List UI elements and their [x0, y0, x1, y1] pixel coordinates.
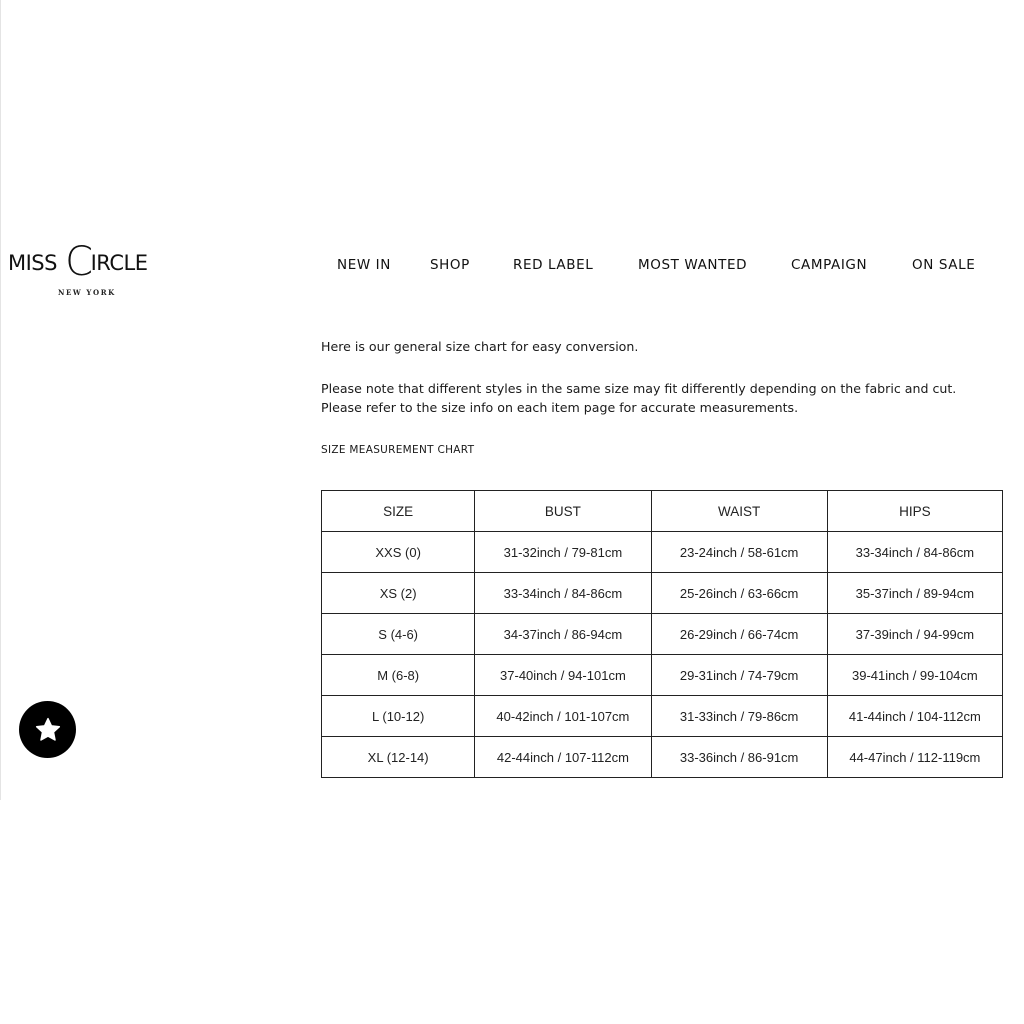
star-icon — [34, 716, 62, 744]
cell-size: S (4-6) — [322, 614, 475, 655]
nav-item-red-label[interactable]: RED LABEL — [513, 257, 594, 273]
cell-bust: 31-32inch / 79-81cm — [475, 532, 651, 573]
logo-part-miss: MISS — [8, 251, 64, 275]
cell-bust: 37-40inch / 94-101cm — [475, 655, 651, 696]
cell-size: XL (12-14) — [322, 737, 475, 778]
cell-hips: 39-41inch / 99-104cm — [827, 655, 1002, 696]
cell-waist: 26-29inch / 66-74cm — [651, 614, 827, 655]
nav-item-campaign[interactable]: CAMPAIGN — [791, 257, 868, 273]
logo-tagline: NEW YORK — [58, 288, 116, 297]
cell-hips: 44-47inch / 112-119cm — [827, 737, 1002, 778]
table-row — [322, 614, 1003, 655]
cell-size: XXS (0) — [322, 532, 475, 573]
cell-size: XS (2) — [322, 573, 475, 614]
cell-hips: 33-34inch / 84-86cm — [827, 532, 1002, 573]
nav-item-new-in[interactable]: NEW IN — [337, 257, 391, 273]
chart-heading: SIZE MEASUREMENT CHART — [321, 444, 475, 456]
header-bust: BUST — [475, 491, 651, 532]
cell-waist: 25-26inch / 63-66cm — [651, 573, 827, 614]
cell-bust: 42-44inch / 107-112cm — [475, 737, 651, 778]
fit-note-line-2: Please refer to the size info on each item page for accurate measurements. — [321, 400, 799, 415]
cell-hips: 41-44inch / 104-112cm — [827, 696, 1002, 737]
cell-waist: 33-36inch / 86-91cm — [651, 737, 827, 778]
brand-logo[interactable] — [8, 238, 168, 300]
logo-part-ircle: IRCLE — [90, 251, 148, 275]
header-size: SIZE — [322, 491, 475, 532]
table-row — [322, 696, 1003, 737]
table-row — [322, 737, 1003, 778]
logo-part-c: C — [65, 239, 93, 285]
nav-item-most-wanted[interactable]: MOST WANTED — [638, 257, 748, 273]
cell-bust: 33-34inch / 84-86cm — [475, 573, 651, 614]
table-row — [322, 655, 1003, 696]
fit-note-line-1: Please note that different styles in the same size may fit differently depending on the fabric and cut. — [321, 381, 957, 396]
header-hips: HIPS — [827, 491, 1002, 532]
intro-text: Here is our general size chart for easy conversion. — [321, 339, 639, 354]
cell-size: M (6-8) — [322, 655, 475, 696]
size-measurement-table — [321, 490, 1003, 778]
cell-waist: 23-24inch / 58-61cm — [651, 532, 827, 573]
table-header-row — [322, 491, 1003, 532]
table-row — [322, 532, 1003, 573]
favorites-button[interactable] — [19, 701, 76, 758]
cell-bust: 34-37inch / 86-94cm — [475, 614, 651, 655]
cell-waist: 31-33inch / 79-86cm — [651, 696, 827, 737]
page-edge-divider — [0, 0, 1, 800]
cell-size: L (10-12) — [322, 696, 475, 737]
nav-item-on-sale[interactable]: ON SALE — [912, 257, 976, 273]
header-waist: WAIST — [651, 491, 827, 532]
cell-bust: 40-42inch / 101-107cm — [475, 696, 651, 737]
cell-waist: 29-31inch / 74-79cm — [651, 655, 827, 696]
nav-item-shop[interactable]: SHOP — [430, 257, 470, 273]
logo-wordmark — [8, 239, 148, 285]
table-row — [322, 573, 1003, 614]
cell-hips: 37-39inch / 94-99cm — [827, 614, 1002, 655]
cell-hips: 35-37inch / 89-94cm — [827, 573, 1002, 614]
